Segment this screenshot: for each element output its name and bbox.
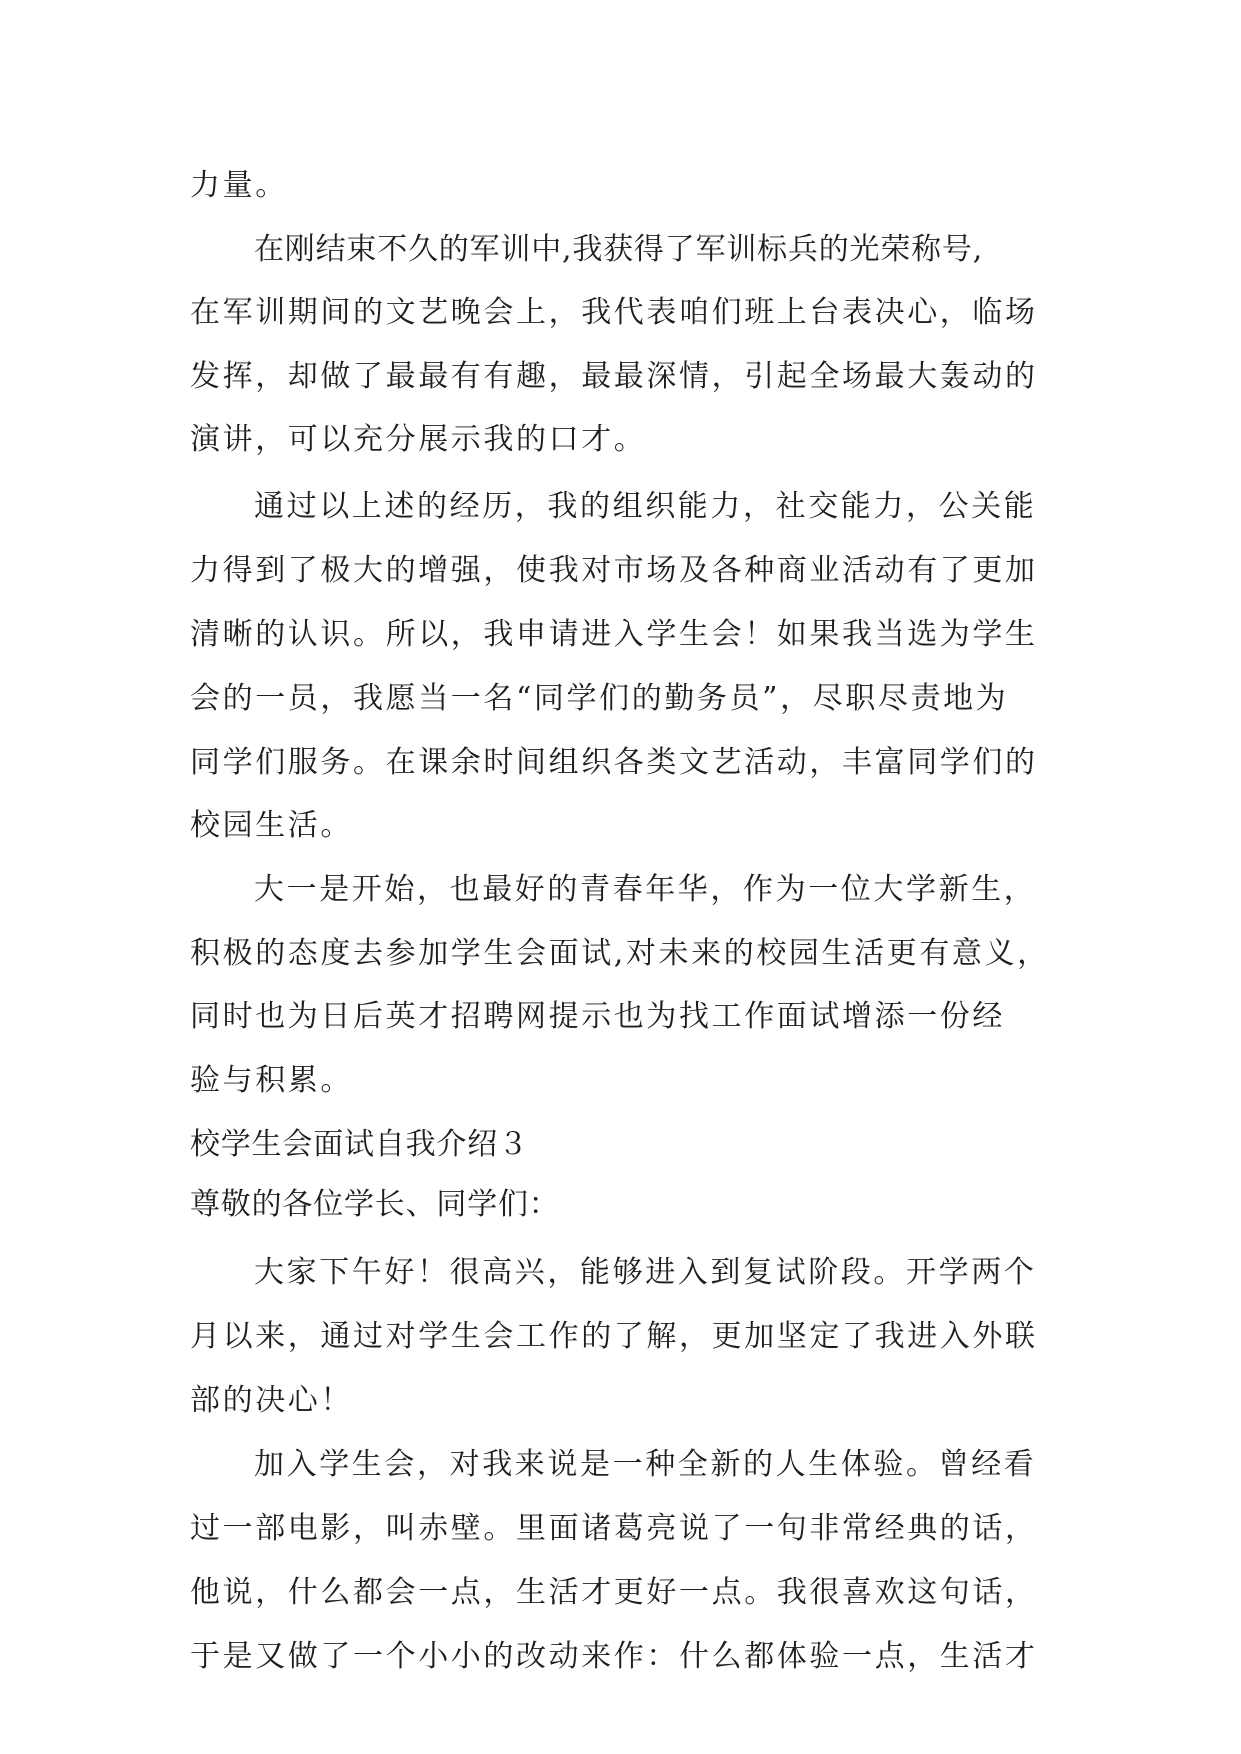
text-line: 加入学生会，对我来说是一种全新的人生体验。曾经看 [254,1447,1037,1482]
text-line: 会的一员，我愿当一名“同学们的勤务员”，尽职尽责地为 [190,681,1009,716]
text-line: 清晰的认识。所以，我申请进入学生会！如果我当选为学生 [190,617,1038,652]
text-line: 在刚结束不久的军训中,我获得了军训标兵的光荣称号, [254,232,984,267]
text-line: 他说，什么都会一点，生活才更好一点。我很喜欢这句话， [190,1575,1038,1610]
text-line: 验与积累。 [190,1063,353,1098]
text-line: 大家下午好！很高兴，能够进入到复试阶段。开学两个 [254,1255,1037,1290]
text-line: 演讲，可以充分展示我的口才。 [190,422,647,457]
text-line: 积极的态度去参加学生会面试,对未来的校园生活更有意义， [190,936,1050,971]
text-line: 部的决心！ [190,1383,353,1418]
text-line: 校园生活。 [190,808,353,843]
text-line: 力得到了极大的增强，使我对市场及各种商业活动有了更加 [190,553,1038,588]
text-line: 月以来，通过对学生会工作的了解，更加坚定了我进入外联 [190,1319,1038,1354]
text-line: 同时也为日后英才招聘网提示也为找工作面试增添一份经 [190,999,1005,1034]
section-heading: 校学生会面试自我介绍３ [190,1127,529,1162]
text-line: 于是又做了一个小小的改动来作：什么都体验一点，生活才 [190,1639,1038,1674]
text-line: 同学们服务。在课余时间组织各类文艺活动，丰富同学们的 [190,745,1038,780]
salutation: 尊敬的各位学长、同学们： [190,1187,560,1222]
text-line: 通过以上述的经历，我的组织能力，社交能力，公关能 [254,489,1037,524]
text-line: 力量。 [190,168,288,203]
text-line: 大一是开始，也最好的青春年华，作为一位大学新生， [254,872,1037,907]
text-line: 在军训期间的文艺晚会上，我代表咱们班上台表决心，临场 [190,295,1038,330]
text-line: 过一部电影，叫赤壁。里面诸葛亮说了一句非常经典的话， [190,1511,1038,1546]
text-line: 发挥，却做了最最有有趣，最最深情，引起全场最大轰动的 [190,359,1038,394]
